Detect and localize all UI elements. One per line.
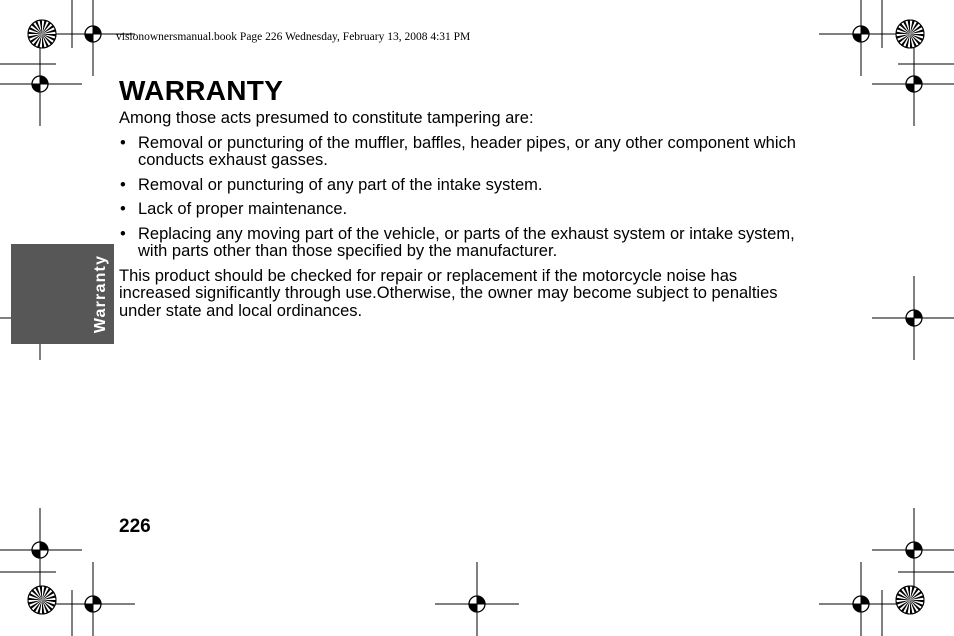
registration-mark-icon bbox=[872, 276, 954, 360]
side-tab-label: Warranty bbox=[92, 254, 109, 334]
star-target-icon bbox=[28, 20, 56, 48]
tampering-list bbox=[119, 135, 809, 261]
registration-mark-icon bbox=[872, 42, 954, 126]
print-header: visionownersmanual.book Page 226 Wednesday, February 13, 2008 4:31 PM bbox=[116, 31, 471, 43]
body-content bbox=[119, 110, 809, 320]
list-item: • Removal or puncturing of any part of the intake system. bbox=[119, 177, 809, 195]
list-item: • Replacing any moving part of the vehicle, or parts of the exhaust system or intake system, with parts other than those specified by the manufacturer. bbox=[119, 226, 809, 261]
registration-mark-icon bbox=[819, 0, 903, 76]
page-number: 226 bbox=[119, 516, 151, 537]
closing-paragraph: This product should be checked for repair or replacement if the motorcycle noise has increased significantly through use.Otherwise, the owner may become subject to penalties under state and local ordinances. bbox=[119, 266, 778, 320]
star-target-icon bbox=[896, 586, 924, 614]
star-target-icon bbox=[28, 586, 56, 614]
list-item: • Lack of proper maintenance. bbox=[119, 201, 809, 219]
registration-mark-icon bbox=[0, 508, 82, 592]
registration-mark-icon bbox=[872, 508, 954, 592]
intro-paragraph: Among those acts presumed to constitute tampering are: bbox=[119, 109, 534, 127]
list-item: • Removal or puncturing of the muffler, baffles, header pipes, or any other component which conducts exhaust gasses. bbox=[119, 135, 809, 170]
registration-mark-icon bbox=[51, 562, 135, 636]
registration-mark-icon bbox=[0, 42, 82, 126]
star-target-icon bbox=[896, 20, 924, 48]
registration-mark-icon bbox=[435, 562, 519, 636]
registration-mark-icon bbox=[819, 562, 903, 636]
page-title: WARRANTY bbox=[119, 75, 284, 106]
